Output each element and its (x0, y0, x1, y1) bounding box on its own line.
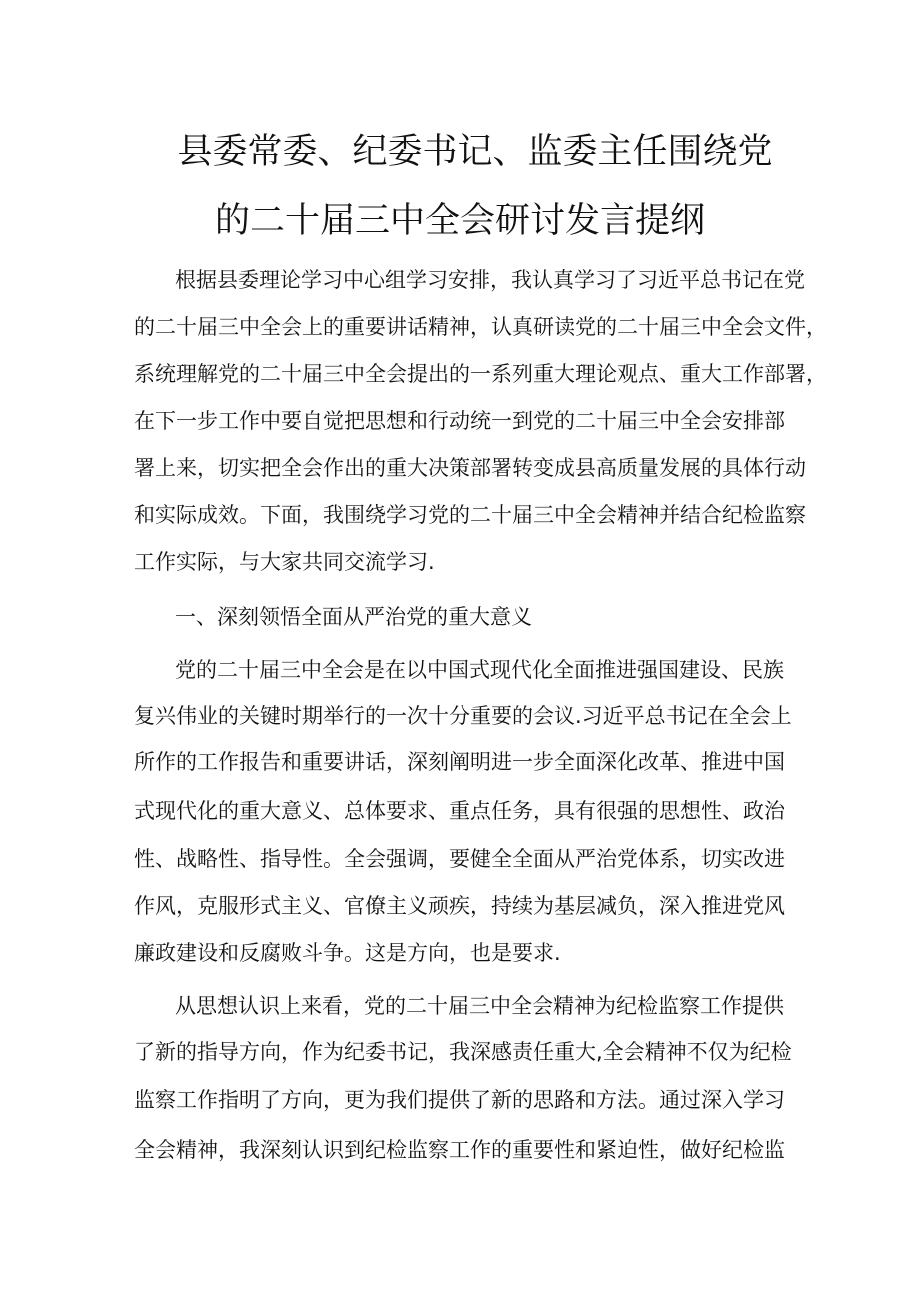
paragraph-2-line-6: 作风，克服形式主义、官僚主义顽疾，持续为基层减负，深入推进党风 (134, 894, 785, 918)
paragraph-3-line-2: 了新的指导方向，作为纪委书记，我深感责任重大,全会精神不仅为纪检 (134, 1040, 792, 1064)
paragraph-3-line-3: 监察工作指明了方向，更为我们提供了新的思路和方法。通过深入学习 (134, 1088, 785, 1112)
paragraph-1-line-1: 根据县委理论学习中心组学习安排，我认真学习了习近平总书记在党 (175, 268, 805, 292)
paragraph-1-line-3: 系统理解党的二十届三中全会提出的一系列重大理论观点、重大工作部署， (134, 362, 827, 386)
paragraph-2-line-7: 廉政建设和反腐败斗争。这是方向，也是要求. (134, 941, 561, 965)
section-heading-1: 一、深刻领悟全面从严治党的重大意义 (175, 605, 532, 629)
paragraph-1-line-4: 在下一步工作中要自觉把思想和行动统一到党的二十届三中全会安排部 (134, 409, 785, 433)
paragraph-1-line-7: 工作实际，与大家共同交流学习. (134, 550, 435, 574)
paragraph-2-line-1: 党的二十届三中全会是在以中国式现代化全面推进强国建设、民族 (175, 658, 784, 682)
paragraph-3-line-1: 从思想认识上来看，党的二十届三中全会精神为纪检监察工作提供 (175, 994, 784, 1018)
paragraph-1-line-5: 署上来，切实把全会作出的重大决策部署转变成县高质量发展的具体行动 (134, 456, 806, 480)
paragraph-1-line-2: 的二十届三中全会上的重要讲话精神，认真研读党的二十届三中全会文件， (134, 315, 827, 339)
paragraph-2-line-4: 式现代化的重大意义、总体要求、重点任务，具有很强的思想性、政治 (134, 799, 785, 823)
document-title-line-2: 的二十届三中全会研讨发言提纲 (214, 201, 705, 241)
paragraph-3-line-4: 全会精神，我深刻认识到纪检监察工作的重要性和紧迫性，做好纪检监 (134, 1138, 785, 1162)
paragraph-2-line-5: 性、战略性、指导性。全会强调，要健全全面从严治党体系，切实改进 (134, 847, 785, 871)
paragraph-1-line-6: 和实际成效。下面，我围绕学习党的二十届三中全会精神并结合纪检监察 (134, 503, 806, 527)
paragraph-2-line-2: 复兴伟业的关键时期举行的一次十分重要的会议.习近平总书记在全会上 (134, 704, 792, 728)
document-title-line-1: 县委常委、纪委书记、监委主任围绕党 (177, 132, 773, 172)
paragraph-2-line-3: 所作的工作报告和重要讲话，深刻阐明进一步全面深化改革、推进中国 (134, 750, 785, 774)
